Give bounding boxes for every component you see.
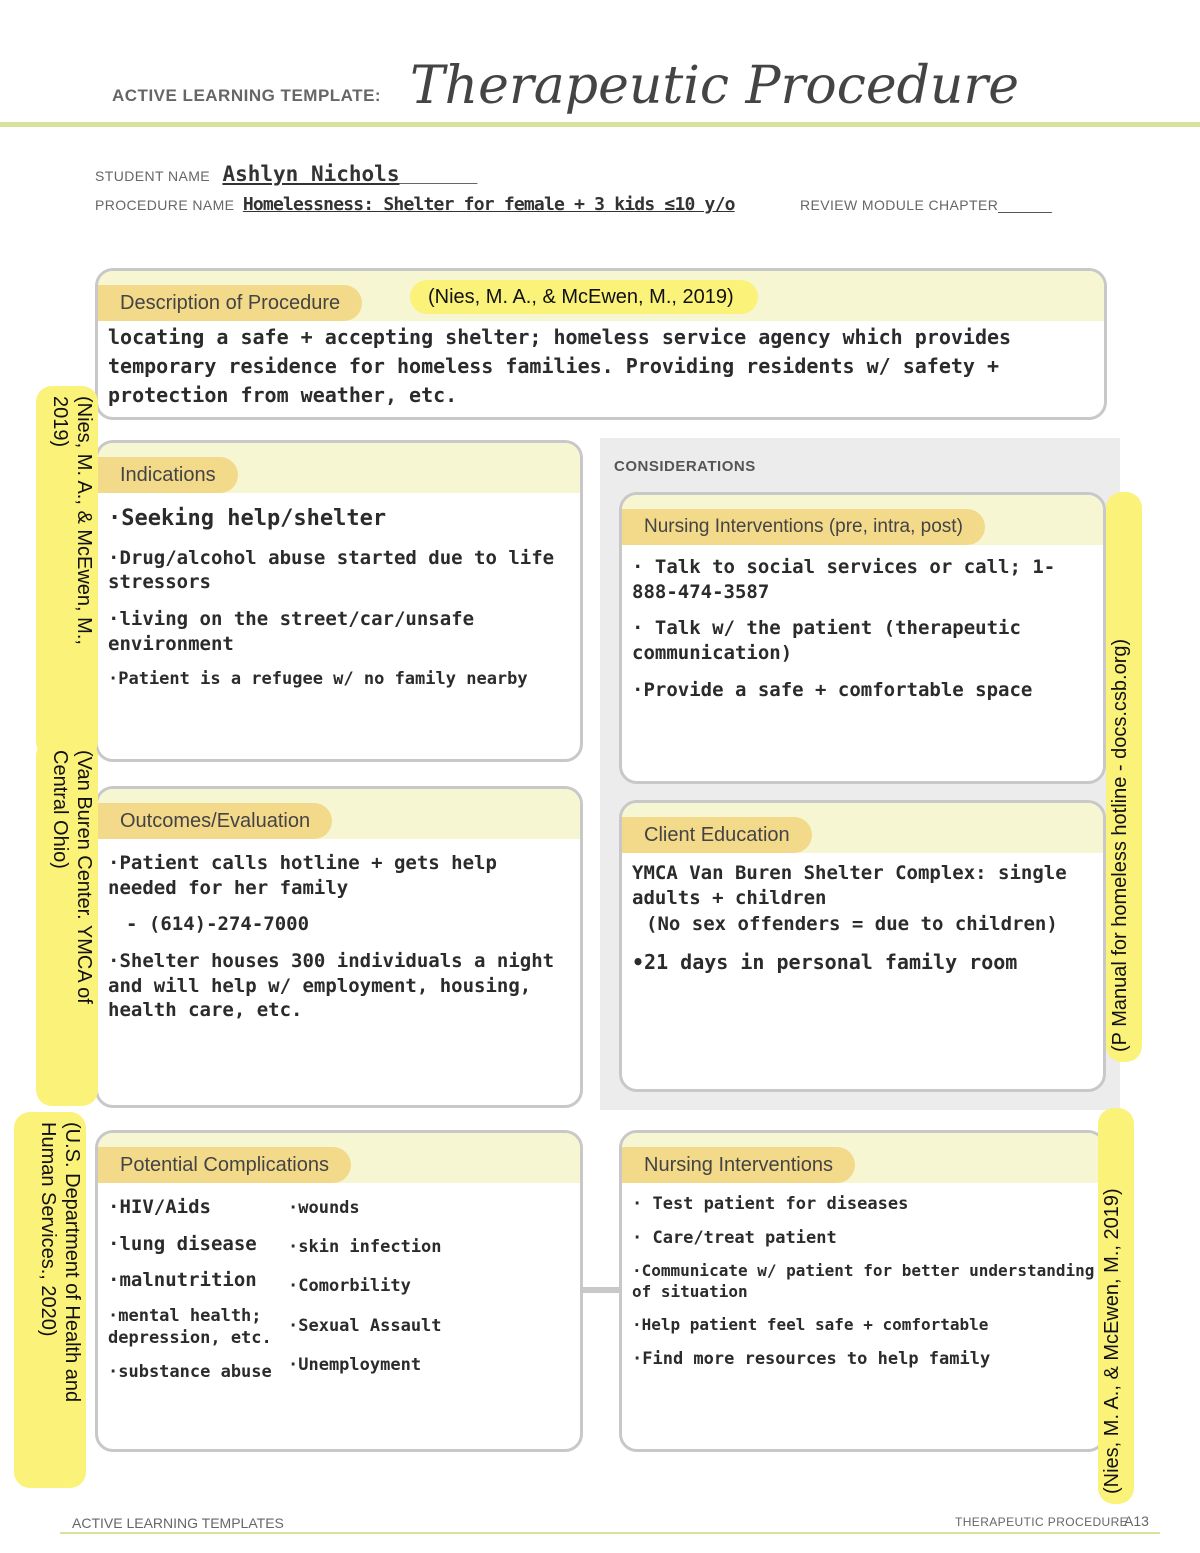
review-module-label: REVIEW MODULE CHAPTER — [800, 197, 999, 213]
header-rule — [0, 122, 1200, 127]
list-item: ·Seeking help/shelter — [108, 506, 387, 531]
side-citation-left-2: (Van Buren Center. YMCA of Central Ohio) — [36, 740, 98, 1106]
list-item: •21 days in personal family room — [632, 950, 1018, 975]
considerations-title: CONSIDERATIONS — [614, 458, 756, 475]
student-name-row: STUDENT NAME Ashlyn Nichols__________ — [95, 162, 478, 186]
list-item: ·Communicate w/ patient for better understanding of situation — [632, 1261, 1095, 1301]
client-education-list — [632, 861, 1095, 987]
outcomes-box — [95, 786, 583, 1108]
complications-col1 — [108, 1195, 288, 1395]
list-item: · Test patient for diseases — [632, 1194, 909, 1214]
list-item: - (614)-274-7000 — [126, 913, 310, 936]
list-item: ·Comorbility — [288, 1276, 411, 1297]
list-item: ·Unemployment — [288, 1354, 422, 1375]
list-item: ·Provide a safe + comfortable space — [632, 678, 1033, 701]
page-number: A13 — [1124, 1513, 1149, 1529]
list-item: ·Help patient feel safe + comfortable — [632, 1314, 989, 1334]
description-text: locating a safe + accepting shelter; homeless service agency which provides temporary residence for homeless families. Providing residents w/ safety + protection from weather, etc. — [108, 325, 1012, 407]
nursing-pre-tab: Nursing Interventions (pre, intra, post) — [622, 509, 985, 545]
list-item: ·lung disease — [108, 1232, 257, 1255]
procedure-name-row — [95, 194, 735, 215]
student-name-field[interactable]: Ashlyn Nichols — [222, 162, 400, 186]
outcomes-list — [108, 851, 572, 1035]
list-item: ·mental health; depression, etc. — [108, 1306, 272, 1349]
nursing-interventions-tab: Nursing Interventions — [622, 1147, 855, 1183]
nursing-pre-list — [632, 555, 1095, 714]
client-education-box — [619, 800, 1106, 1092]
indications-box — [95, 440, 583, 762]
side-citation-left-3: (U.S. Department of Health and Human Services., 2020) — [14, 1112, 86, 1488]
nursing-pre-box — [619, 492, 1106, 784]
list-item: · Talk to social services or call; 1-888-474-3587 — [632, 556, 1056, 603]
footer-left: ACTIVE LEARNING TEMPLATES — [72, 1515, 284, 1531]
list-item: ·Sexual Assault — [288, 1315, 442, 1336]
list-item: ·wounds — [288, 1198, 360, 1218]
complications-box — [95, 1130, 583, 1452]
review-module-row — [800, 197, 1052, 215]
nursing-interventions-box — [619, 1130, 1106, 1452]
list-item: YMCA Van Buren Shelter Complex: single adults + children — [632, 862, 1067, 909]
list-item: ·Find more resources to help family — [632, 1348, 991, 1369]
client-education-tab: Client Education — [622, 817, 812, 853]
list-item: ·HIV/Aids — [108, 1196, 211, 1218]
list-item: · Talk w/ the patient (therapeutic communication) — [632, 617, 1021, 665]
review-module-field[interactable]: ______ — [998, 197, 1052, 214]
template-label: ACTIVE LEARNING TEMPLATE: — [112, 86, 382, 105]
side-citation-right-1: (P Manual for homeless hotline - docs.csb.org) — [1106, 492, 1142, 1062]
list-item: ·Patient calls hotline + gets help needed for her family — [108, 852, 497, 899]
list-item: ·malnutrition — [108, 1269, 257, 1292]
list-item: ·Shelter houses 300 individuals a night and will help w/ employment, housing, health care, etc. — [108, 950, 555, 1022]
list-item: · Care/treat patient — [632, 1228, 837, 1249]
list-item: ·substance abuse — [108, 1362, 272, 1383]
list-item: ·skin infection — [288, 1237, 442, 1258]
procedure-name-field[interactable]: Homelessness: Shelter for female + 3 kids ≤10 y/o — [242, 194, 735, 215]
side-citation-left-1: (Nies, M. A., & McEwen, M., 2019) — [36, 386, 98, 758]
outcomes-tab: Outcomes/Evaluation — [98, 803, 332, 839]
indications-list — [108, 505, 572, 702]
list-item: ·Patient is a refugee w/ no family nearby — [108, 669, 528, 690]
footer-right: THERAPEUTIC PROCEDURE — [955, 1515, 1129, 1529]
list-item: ·living on the street/car/unsafe environment — [108, 607, 475, 655]
complications-col2 — [288, 1195, 572, 1391]
footer-rule — [60, 1532, 1160, 1534]
description-tab: Description of Procedure — [98, 285, 362, 321]
nursing-interventions-list — [632, 1193, 1095, 1382]
page-title: Therapeutic Procedure — [410, 56, 1019, 116]
side-citation-right-2: (Nies, M. A., & McEwen, M., 2019) — [1098, 1108, 1134, 1504]
student-name-label: STUDENT NAME — [95, 168, 210, 184]
indications-tab: Indications — [98, 457, 238, 493]
connector-bar — [582, 1287, 620, 1293]
list-item: ·Drug/alcohol abuse started due to life stressors — [108, 546, 555, 594]
procedure-name-label: PROCEDURE NAME — [95, 197, 235, 213]
list-item: (No sex offenders = due to children) — [646, 913, 1058, 936]
complications-tab: Potential Complications — [98, 1147, 351, 1183]
description-citation: (Nies, M. A., & McEwen, M., 2019) — [410, 280, 758, 314]
